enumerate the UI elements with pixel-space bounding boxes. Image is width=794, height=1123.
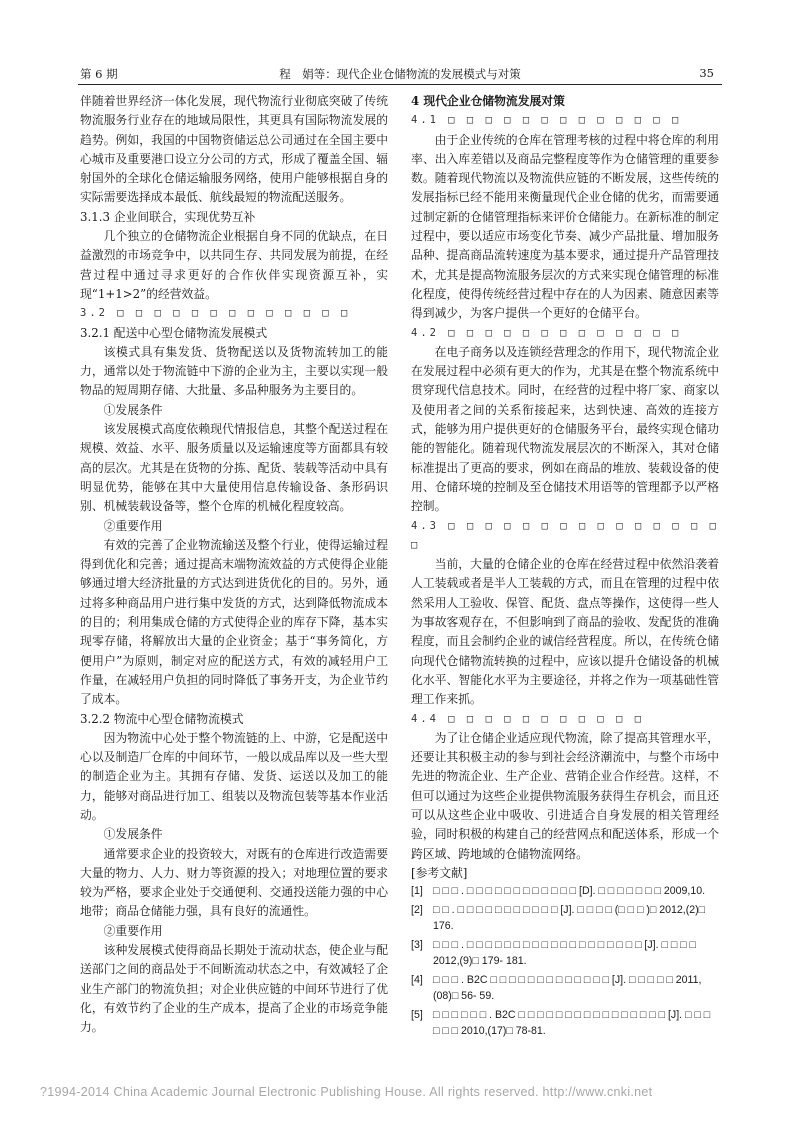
subsection-heading: 3.2.1 配送中心型仓储物流发展模式	[80, 325, 268, 340]
paragraph: 该发展模式高度依赖现代情报信息，其整个配送过程在规模、效益、水平、服务质量以及运输速度等方面都具有较高的层次。尤其是在货物的分拣、配货、装载等活动中具有明显优势，能够在其中大量使用信息传输设备、条形码识别、机械装载设备等，整个仓库的机械化程度较高。	[80, 422, 388, 514]
paragraph: 该模式具有集发货、货物配送以及货物流转加工的能力，通常以处于物流链中下游的企业为主，主要以实现一般物品的短周期存储、大批量、多品种服务为主要目的。	[80, 344, 388, 398]
header-rule	[78, 84, 722, 85]
reference-text: □ □ . □ □ □ □ □ □ □ □ □ □ □ [J]. □ □ □ □ (□ □ □ )□ 2012,(2)□ 176.	[433, 904, 706, 933]
subsection-heading: 3.1.3 企业间联合，实现优势互补	[80, 209, 256, 224]
reference-item	[411, 902, 719, 934]
section-heading: 4.4 □ □ □ □ □ □ □ □ □ □ □	[411, 712, 645, 725]
reference-number: [4]	[411, 974, 423, 987]
reference-text: □ □ □ . B2C □ □ □ □ □ □ □ □ □ □ □ □ □ [J]. □ □ □ □ □ 2011,(08)□ 56- 59.	[433, 974, 702, 1003]
paragraph: ①发展条件	[103, 827, 163, 842]
paragraph: ①发展条件	[103, 402, 163, 417]
reference-item	[411, 972, 719, 1004]
paragraph: ②重要作用	[103, 518, 163, 533]
reference-number: [5]	[411, 1009, 423, 1022]
paragraph: 该种发展模式使得商品长期处于流动状态，使企业与配送部门之间的商品处于不间断流动状态之中，有效减轻了企业生产部门的物流负担；对企业供应链的中间环节进行了优化，有效节约了企业的生产成本，提高了企业的市场竞争能力。	[80, 943, 388, 1035]
references	[411, 864, 719, 1039]
right-column	[411, 92, 719, 1042]
paragraph-continued: 伴随着世界经济一体化发展，现代物流行业彻底突破了传统物流服务行业存在的地域局限性，其更具有国际物流发展的趋势。例如，我国的中国物资储运总公司通过在全国主要中心城市及重要港口设立分公司的方式，形成了覆盖全国、辐射国外的全球化仓储运输服务网络，使用户能够根据自身的实际需要选择成本最低、航线最短的物流配送服务。	[80, 94, 388, 205]
paragraph: 通常要求企业的投资较大，对既有的仓库进行改造需要大量的物力、人力、财力等资源的投入；对地理位置的要求较为严格，要求企业处于交通便利、交通投送能力强的中心地带；商品仓储能力强，具有良好的流通性。	[80, 846, 388, 919]
section-heading: 4.2 □ □ □ □ □ □ □ □ □ □ □ □ □	[411, 326, 682, 339]
section-heading: 4 现代企业仓储物流发展对策	[411, 94, 565, 108]
right-column-body	[411, 92, 719, 864]
paragraph: ②重要作用	[103, 923, 163, 938]
references-title: [参考文献]	[411, 865, 468, 880]
reference-text: □ □ □ . □ □ □ □ □ □ □ □ □ □ □ □ □ □ □ □ □ □ □ [J]. □ □ □ □ 2012,(9)□ 179- 181.	[433, 939, 696, 968]
paragraph: 在电子商务以及连锁经营理念的作用下，现代物流企业在发展过程中必须有更大的作为，尤其是在整个物流系统中贯穿现代信息技术。同时，在经营的过程中将厂家、商家以及使用者之间的关系衔接起来，达到快速、高效的连接方式，能够为用户提供更好的仓储服务平台，最终实现仓储功能的智能化。随着现代物流发展层次的不断深入，其对仓储标准提出了更高的要求，例如在商品的堆放、装载设备的使用、仓储环境的控制及至仓储技术用语等的管理都予以严格控制。	[411, 344, 719, 514]
issue-number: 第 6 期	[80, 67, 118, 81]
section-heading: 4.1 □ □ □ □ □ □ □ □ □ □ □ □ □	[411, 114, 682, 127]
reference-list	[411, 883, 719, 1039]
reference-number: [3]	[411, 939, 423, 952]
section-heading: 4.3 □ □ □ □ □ □ □ □ □ □ □ □ □ □ □ □	[411, 519, 719, 551]
reference-number: [1]	[411, 885, 423, 898]
reference-text: □ □ □ □ □ □ . B2C □ □ □ □ □ □ □ □ □ □ □ □ □ □ □ □ [J]. □ □ □ □ □ □ 2010,(17)□ 78-81.	[433, 1009, 711, 1038]
subsection-heading: 3.2.2 物流中心型仓储物流模式	[80, 711, 244, 726]
reference-item	[411, 883, 719, 899]
page-number: 35	[699, 66, 714, 80]
paragraph: 由于企业传统的仓库在管理考核的过程中将仓库的利用率、出入库差错以及商品完整程度等作为仓储管理的重要参数。随着现代物流以及物流供应链的不断发展，这些传统的发展指标已经不能用来衡量现代企业仓储的优劣，而需要通过制定新的仓储管理指标来评价仓储能力。在新标准的制定过程中，要以适应市场变化节奏、减少产品批量、增加服务品种、提高商品流转速度为基本要求，通过提升产品管理技术，尤其是提高物流服务层次的方式来实现仓储管理的标准化程度，使得传统经营过程中存在的人为因素、随意因素等得到减少，为客户提供一个更好的仓储平台。	[411, 132, 719, 321]
paragraph: 几个独立的仓储物流企业根据自身不同的优缺点，在日益激烈的市场竞争中，以共同生存、共同发展为前提，在经营过程中通过寻求更好的合作伙伴实现资源互补，实现“1+1>2”的经营效益。	[80, 229, 388, 301]
left-column	[80, 92, 388, 1038]
reference-text: □ □ □ . □ □ □ □ □ □ □ □ □ □ □ □ [D]. □ □ □ □ □ □ □ 2009,10.	[433, 885, 706, 898]
paragraph: 为了让仓储企业适应现代物流，除了提高其管理水平，还要让其积极主动的参与到社会经济潮流中，与整个市场中先进的物流企业、生产企业、营销企业合作经营。这样，不但可以通过为这些企业提供物流服务获得生存机会，而且还可以从这些企业中吸收、引进适合自身发展的相关管理经验，同时积极的构建自己的经营网点和配送体系，形成一个跨区域、跨地域的仓储物流网络。	[411, 730, 719, 861]
running-header	[80, 62, 720, 82]
section-heading: 3.2 □ □ □ □ □ □ □ □ □ □ □ □ □	[80, 307, 351, 320]
reference-item	[411, 1007, 719, 1039]
reference-item	[411, 937, 719, 969]
paragraph: 因为物流中心处于整个物流链的上、中游，它是配送中心以及制造厂仓库的中间环节，一般以成品库以及一些大型的制造企业为主。其拥有存储、发货、运送以及加工的能力，能够对商品进行加工、组装以及物流包装等基本作业活动。	[80, 730, 388, 822]
paragraph: 有效的完善了企业物流输送及整个行业，使得运输过程得到优化和完善；通过提高末端物流效益的方式使得企业能够通过增大经济批量的方式达到进货优化的目的。另外，通过将多种商品用户进行集中发货的方式，达到降低物流成本的目的；利用集成仓储的方式使得企业的库存下降，基本实现零存储，将解放出大量的企业资金；基于“事务简化，方便用户”为原则，制定对应的配送方式，有效的减轻用户工作量，在减轻用户负担的同时降低了事务开支，为企业节约了成本。	[80, 537, 388, 707]
paragraph: 当前，大量的仓储企业的仓库在经营过程中依然沿袭着人工装载或者是半人工装载的方式，而且在管理的过程中依然采用人工验收、保管、配货、盘点等操作，这使得一些人为事故客观存在，不但影响到了商品的验收、发配货的准确程度，而且会制约企业的诚信经营程度。所以，在传统仓储向现代仓储物流转换的过程中，应该以提升仓储设备的机械化水平、智能化水平为主要途径，并将之作为一项基础性管理工作来抓。	[411, 557, 719, 707]
copyright-footer: ?1994-2014 China Academic Journal Electronic Publishing House. All rights reserved. http://www.cnki.net	[40, 1085, 653, 1099]
reference-number: [2]	[411, 904, 423, 917]
running-title: 程 娟等：现代企业仓储物流的发展模式与对策	[279, 67, 521, 81]
